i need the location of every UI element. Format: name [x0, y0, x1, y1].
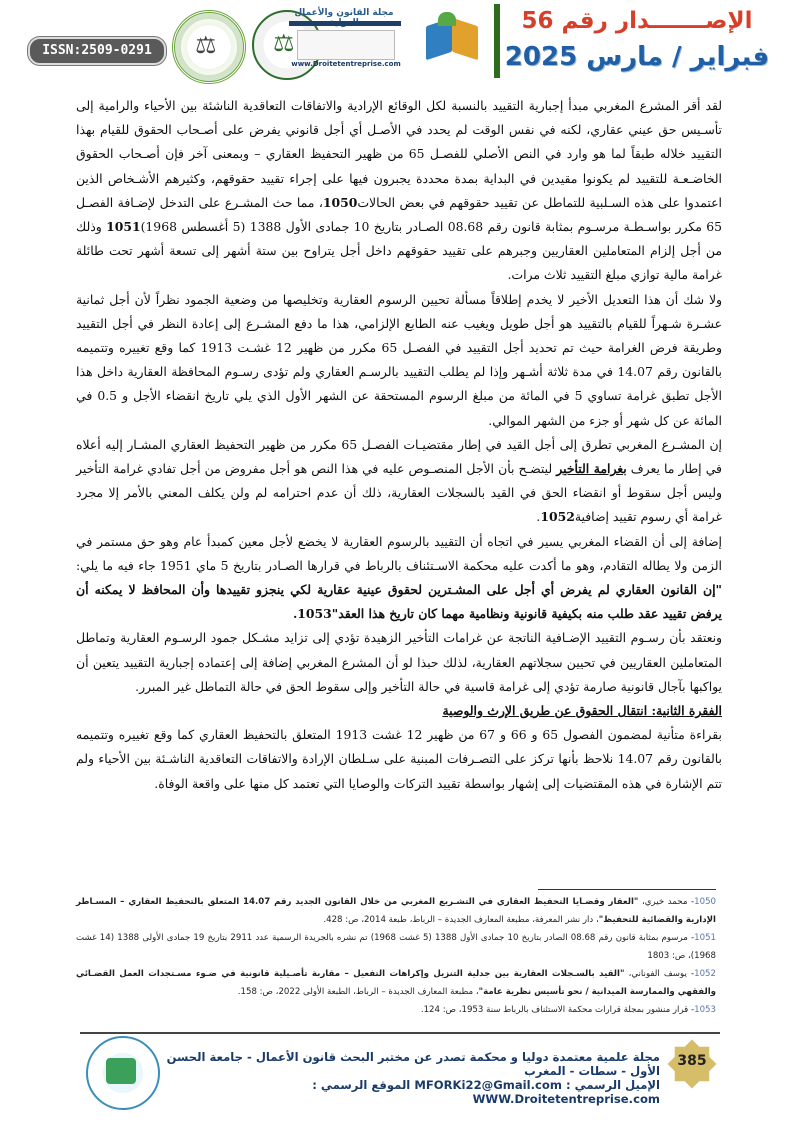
footnote-ref[interactable]: 1050 — [322, 194, 358, 210]
court-quote: "إن القانون العقاري لم يفرض أي أجل على المشـترين لحقوق عينية عقارية لكي ينجزو تقييدها وأن المحافظ لا يمكنه أن يرفض تقييد عقد طلب منه بكيفية قانونية ونظامية مهما كان تاريخ هذا العقد" — [76, 582, 722, 622]
issue-info — [504, 4, 770, 74]
footer-contact[interactable]: الإميل الرسمي : MFORKi22@Gmail.com الموقع الرسمي : WWW.Droitetentreprise.com — [312, 1078, 660, 1106]
footnote-number: 1051 — [694, 933, 717, 943]
page-number: 385 — [677, 1053, 707, 1069]
paragraph: ولا شك أن هذا التعديل الأخير لا يخدم إطلاقاً مسألة تحيين الرسوم العقارية وتخليصها من وضعية الجمود نظراً لأن أجل ثمانية عشـرة شـهراً للقيام بالتقييد هو أجل طويل ويغيب عنه الطابع الإلزامي، هذا ما دفع المشـرع إلى إعادة النظر في أجل التقييد وطريقة فرض الغرامة حيث تم تحديد أجل التقييد في الفصـل 65 مكرر من ظهير 12 غشـت 1913 كما وقع تغييره وتتميمه بالقانون رقم 14.07 في مدة ثلاثة أشـهر وإذا لم يطلب التقييد بالرسـم العقاري ولم تؤدى رسـوم المحافظة العقارية داخل هذا الأجل تطبق غرامة تساوي 5 في المائة من مبلغ الرسوم المستحقة عن الشهر الأول الذي يلي تاريخ انقضاء الأجل و 0.5 في المائة عن كل شهر أو جزء من الشهر الموالي. — [76, 291, 722, 428]
issn-badge: ISSN:2509-0291 — [28, 37, 166, 65]
article-body — [76, 94, 722, 796]
footer-description: مجلة علمية معتمدة دوليا و محكمة تصدر عن مختبر البحث قانون الأعمال - جامعة الحسن الأول - سطات - المغرب — [166, 1050, 660, 1078]
paragraph: إن المشـرع المغربي تطرق إلى أجل القيد في إطار مقتضيـات الفصـل 65 مكرر من ظهير التحفيظ العقاري المشـار إليه أعلاه في إطار ما يعرف بغرامة التأخير ليتضـح بأن الأجل المنصـوص عليه في هذا النص هو أجل مفروض من أجل تفادي غرامة التأخير وليس أجل سقوط أو انقضاء الحق في القيد بالسجلات العقارية، ذلك أن عدم احترامه لم ولن يكلف المعني بالأمر إلا مجرد غرامة أي رسوم تقييد إضافية1052. — [76, 436, 722, 525]
footnote-ref[interactable]: 1052 — [540, 509, 575, 525]
section-heading: الفقرة الثانية: انتقال الحقوق عن طريق الإرث والوصية — [442, 703, 722, 719]
lab-seal-logo — [172, 10, 246, 84]
justice-scale-icon: ⚖ — [273, 29, 295, 57]
book-icon — [106, 1058, 136, 1084]
footnotes — [76, 893, 716, 1019]
page-number-badge — [668, 1040, 716, 1088]
open-book-icon — [420, 12, 488, 66]
justice-scale-icon: ⚖ — [195, 31, 217, 59]
footnote: 1051- مرسوم بمثابة قانون رقم 08.68 الصادر بتاريخ 10 جمادى الأول 1388 (5 غشت 1968) تم نشره بالجريدة الرسمية عدد 2911 بتاريخ 19 جمادى الأولى 1388 (14 غشت 1968)، ص: 1803 — [76, 933, 717, 961]
page-footer — [0, 1028, 794, 1123]
paragraph: بقراءة متأنية لمضمون الفصول 65 و 66 و 67 من ظهير 12 غشت 1913 المتعلق بالتحفيظ العقاري كما وقع تغييره وتتميمه بالقانون رقم 14.07 نلاحظ بأنها تركز على التصـرفات المبنية على سـلطان الإرادة والاتفاقات التعاقدية الناشـئة بين الأحياء ولم تتم الإشارة في هذه المقتضيات إلى إشهار بواسطة تقييد التركات والوصايا التي تعتمد كل منها على واقعة الوفاة. — [76, 727, 722, 791]
footnote-ref[interactable]: 1053 — [297, 606, 332, 622]
page-header — [0, 0, 794, 82]
footnote-separator — [538, 889, 716, 890]
magazine-title: مجلة القانون والأعمال — [294, 8, 394, 18]
paragraph: ونعتقد بأن رسـوم التقييد الإضـافية الناتجة عن غرامات التأخير الزهيدة تؤدي إلى تزايد مشـكل جمود الرسـوم العقارية وتماطل المتعاملين العقاريين في تحيين سجلاتهم العقارية، لذلك حبذا لو أن المشرع المغربي إضافة إلى إعتماده إجبارية التقييد يتعين أن يواكبها بآجال قانونية صارمة تؤدي إلى غرامة قاسية في حالة التأخير وإلى سقوط الحق في حالة التماطل غير المبرر. — [76, 630, 722, 694]
underlined-term: بغرامة التأخير — [556, 461, 627, 477]
issue-date: فبراير / مارس 2025 — [504, 42, 770, 72]
header-divider — [494, 4, 500, 78]
footnote: 1050- محمد خيري، "العقار وقضـايا التحفيظ العقاري في التشـريع المغربي من خلال القانون الجديد رقم 14.07 المتعلق بالتحفيظ العقاري – المسـاطر الإدارية والقضائية للتحفيظ"، دار نشر المعرفة، مطبعة المعارف الجديدة – الرباط، طبعة 2014، ص: 428. — [76, 897, 717, 925]
paragraph: لقد أقر المشرع المغربي مبدأ إجبارية التقييد بالنسبة لكل الوقائع الإرادية والاتفاقات التعاقدية الناشئة بين الأحياء والرامية إلى تأسـيس حق عيني عقاري، لكنه في نفس الوقت لم يحدد في الأصـل أي أجل قانوني يفرض على أصـحاب الحقوق للقيام بهذا التقييد خلاله طبقاً لما هو وارد في النص الأصلي للفصـل 65 من ظهير التحفيظ العقاري – وبمعنى آخر فإن أصـحاب الحقوق الخاضـعـة للتقييد لم يكونوا مقيدين في البداية بمدة محددة يجبرون فيها على إجراء تقييد حقوقهم، وكثيرهم الأشـخاص الذين اعتمدوا على هذه السـلبية للتماطل عن تقييد حقوقهم في بعض الحالات1050، مما حث المشـرع على التدخل لإضـافة الفصـل 65 مكرر بواسـطـة مرسـوم بمثابة قانون رقم 08.68 الصـادر بتاريخ 10 جمادى الأول 1388 (5 أغسطس 1968)1051 وذلك من أجل إلزام المتعاملين العقاريين وجبرهم على تقييد حقوقهم داخل أجل يتراوح بين ستة أشهر إلى تسعة أشهر تحت طائلة غرامة مالية توازي مبلغ التقييد ثلاث مرات. — [76, 98, 722, 283]
footnote-number: 1052 — [694, 969, 716, 979]
paragraph: إضافة إلى أن القضاء المغربي يسير في اتجاه أن التقييد بالرسوم العقارية لا يخضع لأجل معين كمبدأ عام وهو حق مستمر في الزمن ولا يطاله التقادم، وهو ما أكدت عليه محكمة الاسـتئناف بالرباط في قرارها الصـادر بتاريخ 5 ماي 1951 جاء فيه ما يلي: "إن القانون العقاري لم يفرض أي أجل على المشـترين لحقوق عينية عقارية لكي ينجزو تقييدها وأن المحافظ لا يمكنه أن يرفض تقييد عقد طلب منه بكيفية قانونية ونظامية مهما كان تاريخ هذا العقد"1053. — [76, 533, 722, 622]
footnote-number: 1050 — [694, 897, 717, 907]
lab-logo — [86, 1036, 160, 1110]
magazine-website: www.Droitetentreprise.com — [291, 60, 401, 68]
footnote-number: 1053 — [694, 1005, 716, 1015]
issue-number: الإصـــــــدار رقم 56 — [521, 8, 753, 34]
footnote: 1052- يوسف الفوناني، "القيد بالسـجلات العقارية بين جدلية التنزيل وإكراهات التفعيل – مقاربة تأصـيلية قانونية في ضـوء مسـتجدات العمل القضـائي والفقهي والممارسة الميدانية / نحو تأسيس نظرية عامة"، مطبعة المعارف الجديدة – الرباط، الطبعة الأولى 2022، ص: 158. — [76, 969, 716, 997]
footer-divider — [80, 1032, 720, 1034]
footnote-ref[interactable]: 1051 — [106, 219, 141, 235]
footnote: 1053- قرار منشور بمجلة قرارات محكمة الاستئناف بالرباط سنة 1953، ص: 124. — [420, 1005, 716, 1015]
